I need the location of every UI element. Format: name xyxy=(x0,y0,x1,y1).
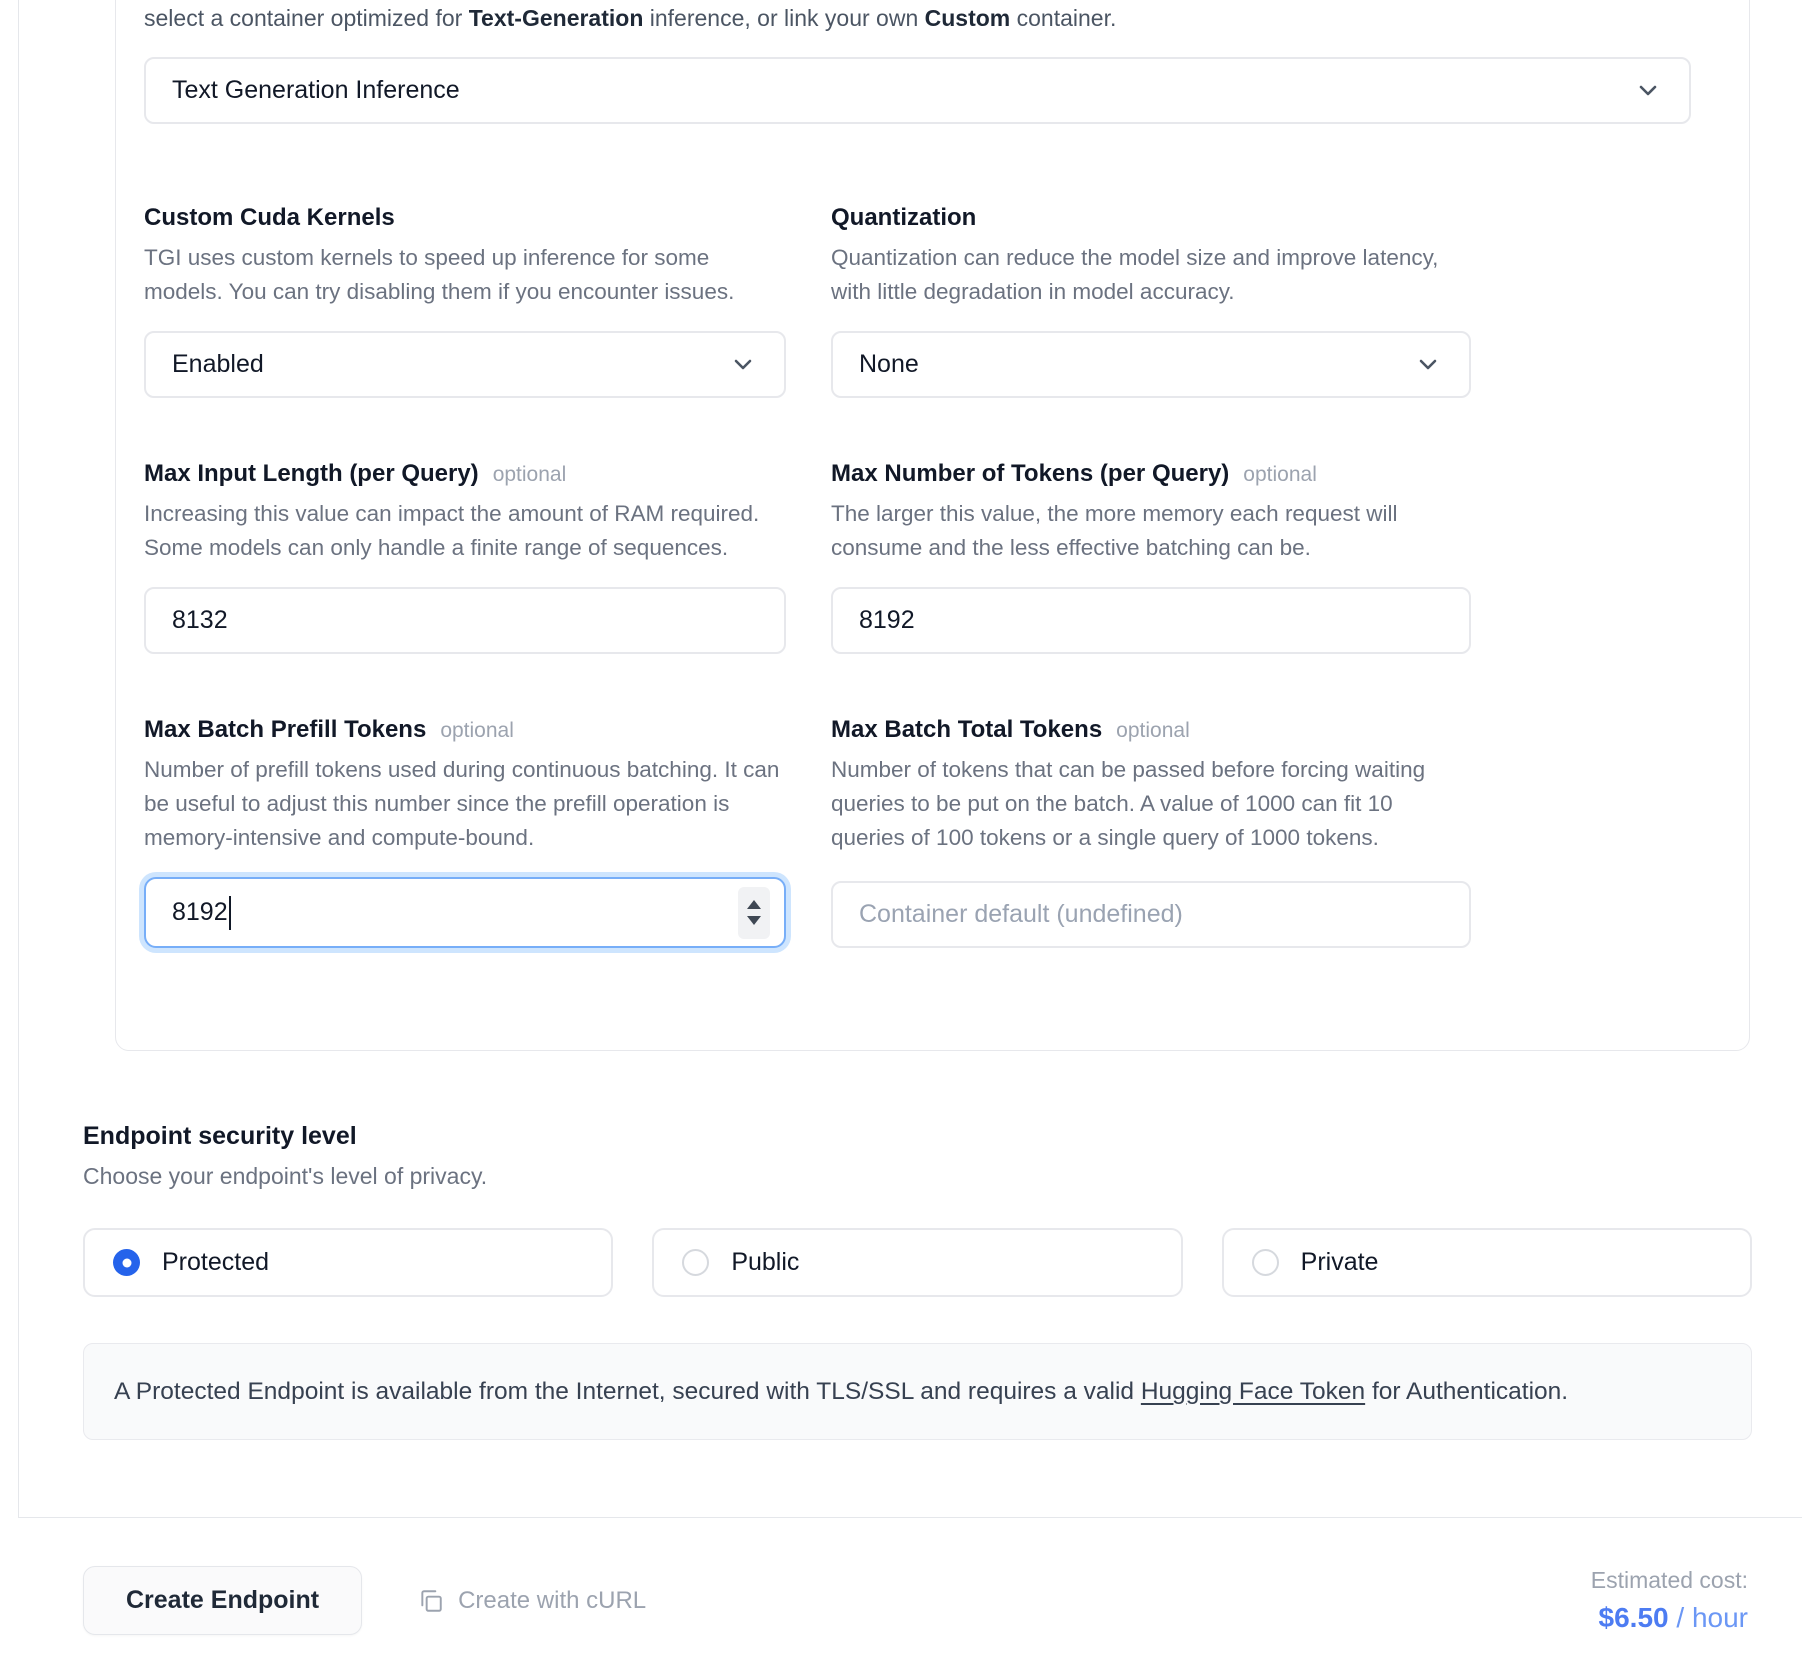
field-label: Max Input Length (per Query) xyxy=(144,460,479,487)
radio-icon[interactable] xyxy=(113,1249,140,1276)
create-with-curl-button[interactable] xyxy=(418,1587,646,1615)
max-batch-total-input[interactable] xyxy=(831,881,1471,948)
radio-label: Protected xyxy=(162,1248,270,1276)
field-description: TGI uses custom kernels to speed up inference for some models. You can try disabling them if you encounter issues. xyxy=(144,245,735,304)
estimated-cost xyxy=(1591,1567,1748,1634)
copy-icon xyxy=(418,1588,444,1614)
optional-tag: optional xyxy=(1243,463,1317,486)
radio-label: Private xyxy=(1300,1248,1379,1276)
optional-tag: optional xyxy=(492,463,567,486)
security-options xyxy=(83,1228,1752,1297)
field-label: Custom Cuda Kernels xyxy=(144,204,395,231)
max-number-tokens-input[interactable] xyxy=(831,587,1471,654)
number-stepper[interactable] xyxy=(738,887,770,939)
field-description: Increasing this value can impact the amount of RAM required. Some models can only handle a finite range of sequences. xyxy=(144,501,760,560)
radio-icon[interactable] xyxy=(1252,1249,1279,1276)
container-type-value: Text Generation Inference xyxy=(172,76,460,104)
security-note: A Protected Endpoint is available from the Internet, secured with TLS/SSL and requires a valid Hugging Face Token for Authentication. xyxy=(83,1343,1752,1440)
curl-label: Create with cURL xyxy=(458,1586,647,1614)
create-endpoint-button[interactable]: Create Endpoint xyxy=(83,1566,362,1635)
stepper-down-icon[interactable] xyxy=(747,916,761,925)
radio-icon[interactable] xyxy=(682,1249,709,1276)
footer-divider xyxy=(18,1517,1802,1518)
field-label: Max Number of Tokens (per Query) xyxy=(831,460,1230,487)
max-batch-prefill-value: 8192 xyxy=(172,898,228,926)
container-settings-grid xyxy=(144,204,1471,948)
form-card-left-border xyxy=(18,0,19,1517)
field-label: Quantization xyxy=(831,204,977,231)
cost-value: $6.50 xyxy=(1598,1602,1669,1633)
max-input-length-input[interactable] xyxy=(144,587,786,654)
container-type-select[interactable] xyxy=(144,57,1691,124)
quantization-select[interactable] xyxy=(831,331,1471,398)
quantization-value: None xyxy=(859,350,919,378)
chevron-down-icon xyxy=(1413,350,1443,380)
container-intro-text: select a container optimized for Text-Generation inference, or link your own Custom container. xyxy=(144,5,1117,31)
field-custom-cuda-kernels xyxy=(144,204,786,398)
optional-tag: optional xyxy=(1116,719,1190,742)
security-option-public[interactable] xyxy=(652,1228,1182,1297)
footer-bar xyxy=(83,1566,1748,1635)
field-label: Max Batch Total Tokens xyxy=(831,716,1103,743)
field-max-batch-prefill xyxy=(144,716,786,948)
field-description: Number of tokens that can be passed before forcing waiting queries to be put on the batch. A value of 1000 can fit 10 queries of 100 tokens or a single query of 1000 tokens. xyxy=(831,757,1426,850)
custom-cuda-kernels-value: Enabled xyxy=(172,350,264,378)
chevron-down-icon xyxy=(728,350,758,380)
field-max-input-length xyxy=(144,460,786,654)
max-batch-prefill-input[interactable] xyxy=(144,877,786,948)
text-caret xyxy=(229,896,231,930)
field-quantization xyxy=(831,204,1471,398)
radio-label: Public xyxy=(731,1248,800,1276)
field-description: The larger this value, the more memory each request will consume and the less effective batching can be. xyxy=(831,501,1398,560)
field-max-batch-total xyxy=(831,716,1471,948)
field-description: Number of prefill tokens used during continuous batching. It can be useful to adjust this number since the prefill operation is memory-intensive and compute-bound. xyxy=(144,757,780,850)
container-config-card xyxy=(115,0,1750,1051)
estimated-cost-label: Estimated cost: xyxy=(1590,1567,1748,1593)
field-description: Quantization can reduce the model size and improve latency, with little degradation in model accuracy. xyxy=(831,245,1439,304)
custom-cuda-kernels-select[interactable] xyxy=(144,331,786,398)
stepper-up-icon[interactable] xyxy=(747,900,761,909)
security-option-protected[interactable] xyxy=(83,1228,613,1297)
chevron-down-icon xyxy=(1633,76,1663,106)
field-label: Max Batch Prefill Tokens xyxy=(144,716,427,743)
cost-unit: / hour xyxy=(1668,1602,1748,1633)
field-max-number-tokens xyxy=(831,460,1471,654)
security-option-private[interactable] xyxy=(1222,1228,1752,1297)
optional-tag: optional xyxy=(440,719,514,742)
security-subtitle: Choose your endpoint's level of privacy. xyxy=(83,1163,488,1189)
security-section xyxy=(83,1122,1752,1440)
security-title: Endpoint security level xyxy=(83,1122,357,1150)
hugging-face-token-link[interactable]: Hugging Face Token xyxy=(1140,1378,1366,1405)
